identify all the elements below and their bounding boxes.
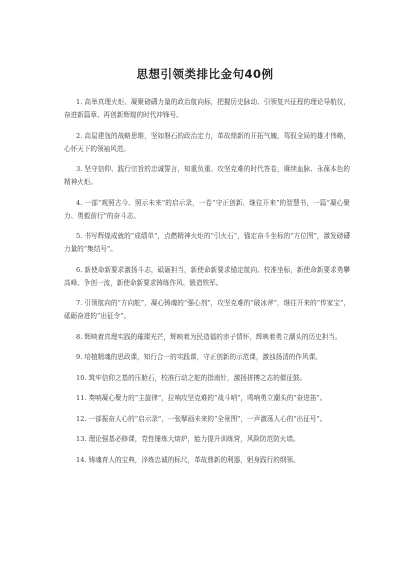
quote-list — [64, 96, 350, 474]
quote-item-5: 5. 书写辉煌成就的“成绩单”，点燃精神火炬的“引火石”，锚定奋斗坐标的“方位图”，激发磅礴力量的“集结号”。 — [64, 232, 350, 253]
quote-item-10: 10. 筑牢信仰之基的压舱石，校准行动之舵的指南针，激扬拼搏之志的催征鼓。 — [76, 373, 307, 382]
quote-item-14: 14. 铸魂育人的宝典，淬炼忠诚的标尺，革故鼎新的利器，躬身践行的纲领。 — [76, 455, 300, 464]
quote-item-8: 8. 辉映着真理实践的璀璨光芒，辉映着为民造福的赤子情怀，辉映着勇立潮头的历史担当。 — [76, 332, 342, 341]
quote-item-1: 1. 高举真理火炬、凝聚磅礴力量的政治航向标，把握历史脉动、引领复兴征程的理论导航仪，奋进新篇章、再创新辉煌的时代冲锋号。 — [64, 98, 350, 119]
quote-item-12: 12. 一部振奋人心的“启示录”，一张擘画未来的“全景图”，一声激荡人心的“出征号”。 — [76, 414, 327, 423]
quote-item-13: 13. 理论强基必修课，党性锤炼大熔炉，能力提升训练营，风险防范防火墙。 — [76, 435, 300, 443]
quote-item-11: 11. 奏响凝心聚力的“主旋律”，拉响攻坚克难的“战斗哨”，鸣响勇立潮头的“奋进笛”。 — [76, 394, 327, 402]
quote-item-9: 9. 培植精魂的思政课，知行合一的实践课，守正创新的示范课，激浊扬清的作风课。 — [76, 353, 322, 361]
quote-item-6: 6. 新使命新要求激扬斗志，砥砺担当，新使命新要求锚定航向、校准坐标，新使命新要求勇攀高峰、争创一流，新使命新要求铸练作风、锻造铁军。 — [64, 265, 350, 287]
quote-item-4: 4. 一部“观照古今、照示未来”的启示录，一卷“守正创新、继往开来”的智慧书，一篇“凝心聚力、勇毅前行”的奋斗志。 — [64, 198, 350, 220]
quote-item-3: 3. 坚守信仰、践行宗旨的忠诚誓言，知重负重、攻坚克难的时代答卷，赓续血脉、永葆本色的精神火炬。 — [64, 165, 350, 186]
document-title: 思想引领类排比金句40例 — [136, 67, 274, 81]
quote-item-2: 2. 高屋建瓴的战略思维，坚如磐石的政治定力，革故鼎新的开拓气魄，驾驭全局的雄才伟略，心怀天下的领袖风范。 — [64, 131, 350, 153]
quote-item-7: 7. 引领航向的“方向舵”，凝心铸魂的“强心剂”，攻坚克难的“破冰斧”，继往开来的“传家宝”，砥砺奋进的“出征令”。 — [64, 299, 350, 320]
